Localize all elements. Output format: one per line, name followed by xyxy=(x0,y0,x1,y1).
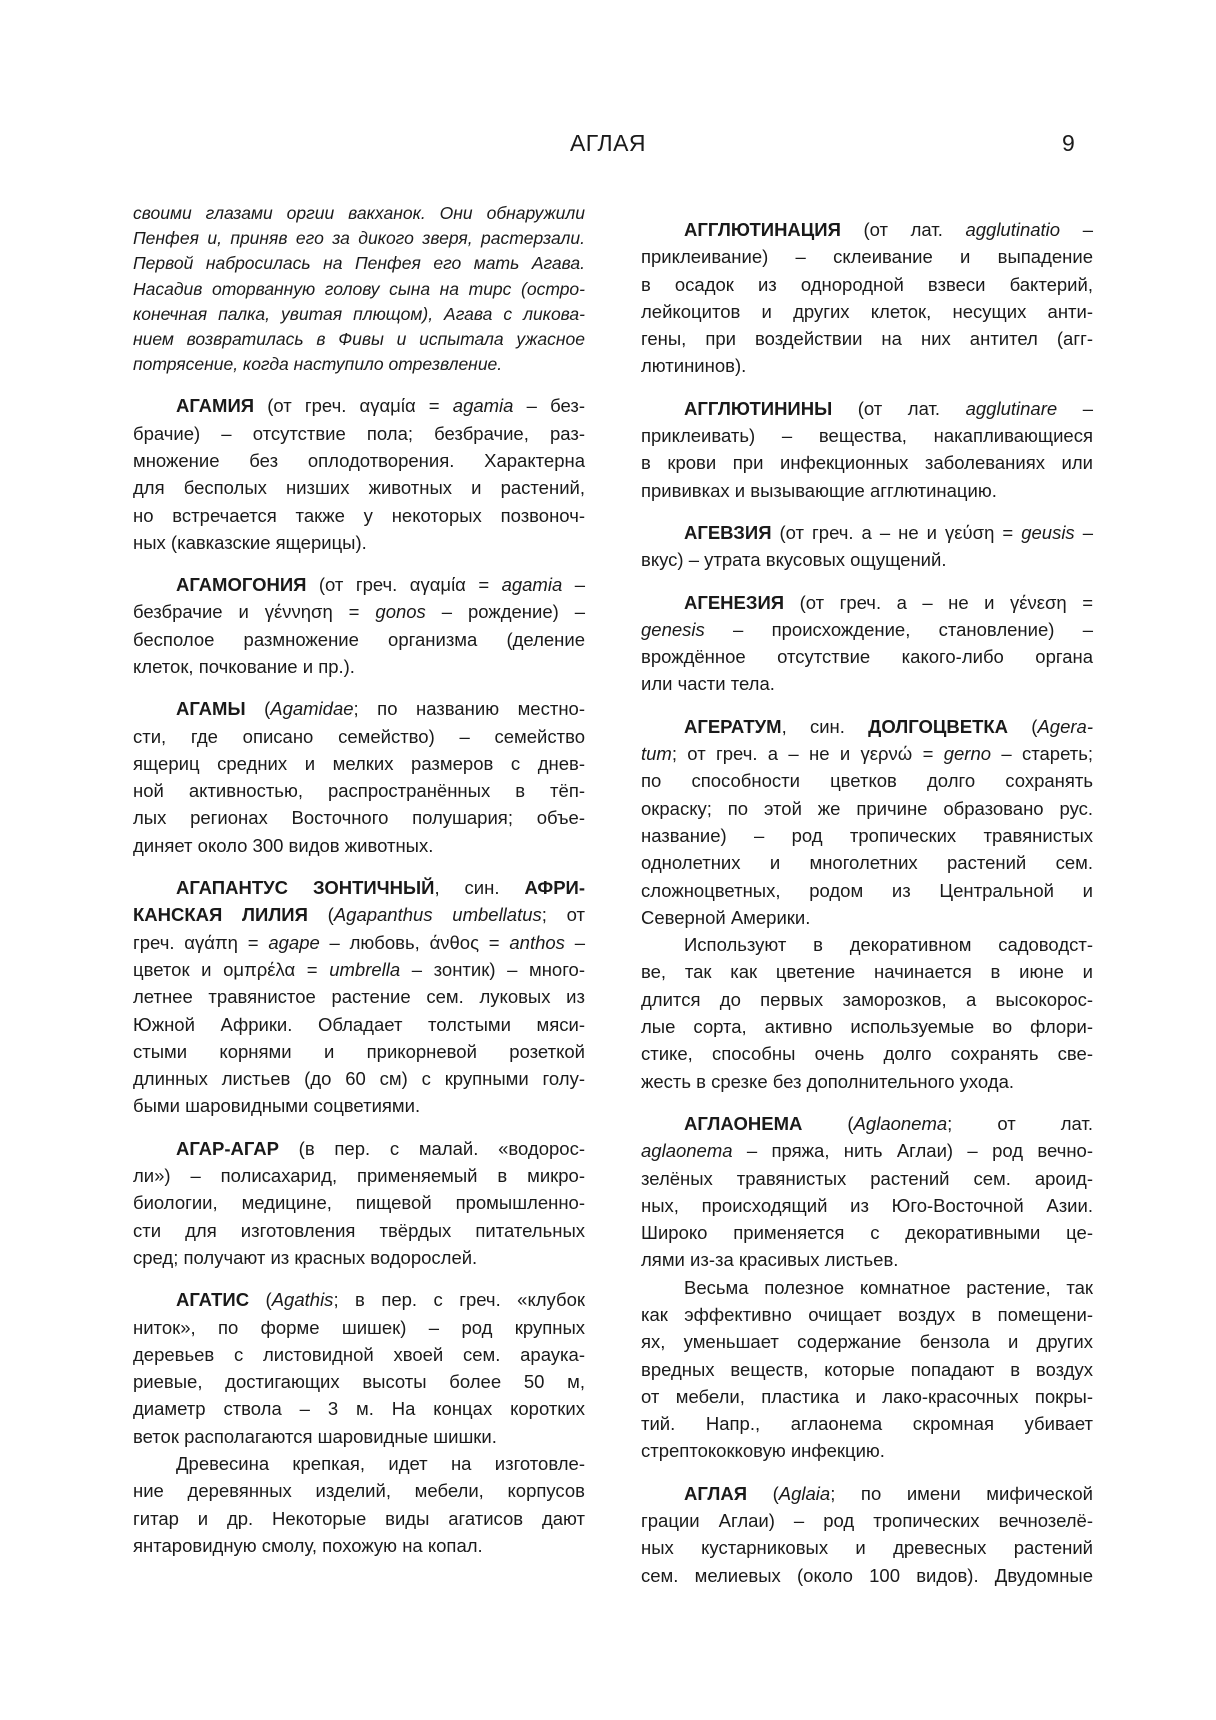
text-line: безбрачие и γέννηση = gonos – рождение) – xyxy=(133,601,585,623)
text-line: лейкоцитов и других клеток, несущих анти- xyxy=(641,300,1093,322)
latin-term: agglutinare xyxy=(965,397,1058,419)
text-line: но встречается также у некоторых позвоноч- xyxy=(133,504,585,526)
headword: АГАТИС xyxy=(176,1289,250,1311)
headword: АГЕВЗИЯ xyxy=(684,521,772,543)
text-line: Используют в декоративном садоводст- xyxy=(684,934,1093,956)
text-line: бесполое размножение организма (деление xyxy=(133,628,585,650)
text-line: АГЕРАТУМ, син. ДОЛГОЦВЕТКА (Agera- xyxy=(684,715,1093,737)
dictionary-entry xyxy=(641,713,1093,931)
text-line: Древесина крепкая, идет на изготовле- xyxy=(176,1453,585,1474)
text-line: АГЛАОНЕМА (Aglaonema; от лат. xyxy=(684,1112,1093,1134)
text-line: АГАМИЯ (от греч. αγαμία = agamia – без- xyxy=(176,395,585,417)
text-line: летнее травянистое растение сем. луковых из xyxy=(133,986,585,1008)
dictionary-entry xyxy=(641,931,1093,1095)
latin-term: gonos xyxy=(375,601,426,623)
text-line: жесть в срезке без дополнительного ухода. xyxy=(641,1070,1015,1092)
latin-term: genesis xyxy=(641,618,705,640)
text-line: АГАМОГОНИЯ (от греч. αγαμία = agamia – xyxy=(176,574,585,596)
text-line: тий. Напр., аглаонема скромная убивает xyxy=(641,1413,1093,1435)
latin-term: agamia xyxy=(452,395,514,417)
latin-term: agamia xyxy=(501,574,563,596)
headword: АГЛАЯ xyxy=(684,1482,748,1504)
text-line: ве, так как цветение начинается в июне и xyxy=(641,961,1093,983)
text-line: длится до первых заморозков, а высокорос- xyxy=(641,988,1093,1010)
text-line: стыми корнями и прикорневой розеткой xyxy=(133,1040,585,1062)
text-line: диаметр ствола – 3 м. На концах коротких xyxy=(133,1398,585,1420)
text-line: лых регионах Восточного полушария; объе- xyxy=(133,807,585,829)
text-line: Северной Америки. xyxy=(641,906,811,928)
text-line: АГАР-АГАР (в пер. с малай. «водорос- xyxy=(176,1137,585,1159)
text-line: ли») – полисахарид, применяемый в микро- xyxy=(133,1165,585,1187)
text-line: приклеивать) – вещества, накапливающиеся xyxy=(641,425,1093,447)
text-line: веток располагаются шаровидные шишки. xyxy=(133,1425,497,1447)
latin-term: tum xyxy=(641,743,672,765)
text-line: врождённое отсутствие какого-либо органа xyxy=(641,646,1093,668)
text-line: Первой набросилась на Пенфея его мать Агава. xyxy=(133,253,585,274)
dictionary-entry xyxy=(641,395,1093,504)
text-line: ной активностью, распространённых в тёп- xyxy=(133,780,585,802)
latin-term: Aglaia xyxy=(778,1482,831,1504)
text-line: биологии, медицине, пищевой промышленно- xyxy=(133,1192,585,1214)
text-line: Широко применяется с декоративными це- xyxy=(641,1222,1093,1244)
text-line: как эффективно очищает воздух в помещени- xyxy=(641,1303,1093,1325)
right-column xyxy=(641,201,1093,1589)
text-line: риевые, достигающих высоты более 50 м, xyxy=(133,1371,585,1393)
text-line: стрептококковую инфекцию. xyxy=(641,1440,885,1462)
text-line: ных, происходящий из Юго-Восточной Азии. xyxy=(641,1194,1093,1216)
text-line: или части тела. xyxy=(641,673,775,695)
text-line: множение без оплодотворения. Характерна xyxy=(133,449,585,471)
text-line: греч. αγάπη = agape – любовь, άνθος = anthos – xyxy=(133,931,585,953)
latin-term: agape xyxy=(268,931,320,953)
dictionary-entry xyxy=(133,1135,585,1271)
left-column xyxy=(133,201,585,1559)
dictionary-entry xyxy=(133,1286,585,1450)
text-line: длинных листьев (до 60 см) с крупными голу- xyxy=(133,1068,585,1090)
text-line: в крови при инфекционных заболеваниях или xyxy=(641,452,1093,474)
headword: АГГЛЮТИНИНЫ xyxy=(684,397,833,419)
latin-term: aglaonema xyxy=(641,1140,733,1162)
latin-term: umbrella xyxy=(329,958,401,980)
dictionary-entry xyxy=(133,1450,585,1559)
latin-term: gerno xyxy=(943,743,992,765)
text-line: ях, уменьшает содержание бензола и других xyxy=(641,1331,1093,1353)
text-line: genesis – происхождение, становление) – xyxy=(641,618,1093,640)
text-line: КАНСКАЯ ЛИЛИЯ (Agapanthus umbellatus; от xyxy=(133,904,585,926)
latin-term: Agamidae xyxy=(270,698,354,720)
text-line: сред; получают из красных водорослей. xyxy=(133,1246,478,1268)
headword: АГЕНЕЗИЯ xyxy=(684,591,785,613)
text-line: диняет около 300 видов животных. xyxy=(133,834,434,856)
headword: АГГЛЮТИНАЦИЯ xyxy=(684,219,841,240)
headword: АГАМОГОНИЯ xyxy=(176,574,307,596)
latin-term: anthos xyxy=(509,931,565,953)
text-line: вкус) – утрата вкусовых ощущений. xyxy=(641,549,947,571)
text-line: ных кустарниковых и древесных растений xyxy=(641,1537,1093,1559)
dictionary-entry xyxy=(133,874,585,1120)
running-head: АГЛАЯ xyxy=(569,130,647,156)
headword: ДОЛГОЦВЕТКА xyxy=(868,715,1009,737)
dictionary-entry xyxy=(641,1274,1093,1465)
latin-term: geusis xyxy=(1021,521,1075,543)
dictionary-entry xyxy=(641,1110,1093,1274)
latin-term: Agathis xyxy=(271,1289,334,1311)
text-line: Весьма полезное комнатное растение, так xyxy=(684,1276,1093,1298)
dictionary-entry xyxy=(641,589,1093,698)
text-line: сем. мелиевых (около 100 видов). Двудомные xyxy=(641,1564,1093,1586)
text-line: янтаровидную смолу, похожую на копал. xyxy=(133,1534,483,1556)
text-line: сложноцветных, родом из Центральной и xyxy=(641,879,1093,901)
dictionary-entry xyxy=(133,695,585,859)
text-line: вредных веществ, которые попадают в воздух xyxy=(641,1358,1093,1380)
text-line: потрясение, когда наступило отрезвление. xyxy=(133,354,503,375)
text-line: грации Аглаи) – род тропических вечнозелё- xyxy=(641,1510,1093,1532)
text-line: стике, способны очень долго сохранять све- xyxy=(641,1043,1093,1065)
text-line: брачие) – отсутствие пола; безбрачие, раз- xyxy=(133,422,585,444)
text-line: ние деревянных изделий, мебели, корпусов xyxy=(133,1480,585,1502)
text-line: быми шаровидными соцветиями. xyxy=(133,1095,421,1117)
headword: КАНСКАЯ ЛИЛИЯ xyxy=(133,904,308,926)
text-line: цветок и ομπρέλα = umbrella – зонтик) – много- xyxy=(133,958,585,980)
headword: АФРИ- xyxy=(524,877,585,899)
text-line: название) – род тропических травянистых xyxy=(641,824,1093,846)
text-line: лями из-за красивых листьев. xyxy=(641,1249,899,1271)
headword: АГЕРАТУМ xyxy=(684,715,782,737)
text-line: своими глазами оргии вакханок. Они обнаружили xyxy=(133,203,585,223)
latin-term: Agapanthus umbellatus xyxy=(333,904,542,926)
dictionary-entry xyxy=(133,392,585,556)
text-line: ниток», по форме шишек) – род крупных xyxy=(133,1316,585,1338)
text-line: клеток, почкование и пр.). xyxy=(133,655,355,677)
text-line: АГАПАНТУС ЗОНТИЧНЫЙ, син. АФРИ- xyxy=(176,877,585,899)
dictionary-entry xyxy=(133,571,585,680)
text-line: сти, где описано семейство) – семейство xyxy=(133,725,585,747)
page-number: 9 xyxy=(1062,130,1075,156)
text-line: АГГЛЮТИНАЦИЯ (от лат. agglutinatio – xyxy=(684,219,1093,240)
text-line: для бесполых низших животных и растений, xyxy=(133,477,585,499)
text-line: АГАМЫ (Agamidae; по названию местно- xyxy=(176,698,585,720)
text-line: tum; от греч. а – не и γερνώ = gerno – стареть; xyxy=(641,743,1093,765)
text-line: Пенфея и, приняв его за дикого зверя, растерзали. xyxy=(133,228,585,249)
text-line: АГЛАЯ (Aglaia; по имени мифической xyxy=(684,1482,1093,1504)
latin-term: Agera- xyxy=(1037,715,1093,737)
headword: АГЛАОНЕМА xyxy=(684,1112,803,1134)
text-line: лютининов). xyxy=(641,355,747,377)
headword: АГАР-АГАР xyxy=(176,1137,279,1159)
text-line: нием возвратилась в Фивы и испытала ужасное xyxy=(133,328,585,349)
text-line: ящериц средних и мелких размеров с днев- xyxy=(133,752,585,774)
text-line: АГГЛЮТИНИНЫ (от лат. agglutinare – xyxy=(684,397,1093,419)
text-line: однолетних и многолетних растений сем. xyxy=(641,852,1093,874)
continued-italic-paragraph xyxy=(133,201,585,377)
text-line: Южной Африки. Обладает толстыми мяси- xyxy=(133,1013,585,1035)
headword: АГАМИЯ xyxy=(176,395,255,417)
text-line: деревьев с листовидной хвоей сем. араука- xyxy=(133,1343,585,1365)
dictionary-entry xyxy=(641,216,1093,380)
text-line: Насадив оторванную голову сына на тирс (остро- xyxy=(133,278,585,299)
text-line: сти для изготовления твёрдых питательных xyxy=(133,1219,585,1241)
text-line: по способности цветков долго сохранять xyxy=(641,770,1093,792)
latin-term: Aglaonema xyxy=(853,1112,948,1134)
text-line: гены, при воздействии на них антител (агг- xyxy=(641,328,1093,350)
text-line: aglaonema – пряжа, нить Аглаи) – род вечно- xyxy=(641,1140,1093,1162)
latin-term: agglutinatio xyxy=(965,219,1061,240)
text-line: окраску; по этой же причине образовано рус. xyxy=(641,797,1093,819)
text-line: от мебели, пластика и лако-красочных покры- xyxy=(641,1385,1093,1407)
text-line: в осадок из однородной взвеси бактерий, xyxy=(641,273,1093,295)
text-line: приклеивание) – склеивание и выпадение xyxy=(641,246,1093,268)
text-line: зелёных травянистых растений сем. ароид- xyxy=(641,1167,1093,1189)
text-line: конечная палка, увитая плющом), Агава с ликова- xyxy=(133,303,585,324)
headword: АГАМЫ xyxy=(176,698,246,720)
dictionary-entry xyxy=(641,1480,1093,1589)
text-line: лые сорта, активно используемые во флори- xyxy=(641,1016,1093,1038)
headword: АГАПАНТУС ЗОНТИЧНЫЙ xyxy=(176,877,435,899)
text-line: АГЕНЕЗИЯ (от греч. а – не и γένεση = xyxy=(684,591,1093,613)
text-line: прививках и вызывающие агглютинацию. xyxy=(641,479,997,501)
text-line: АГЕВЗИЯ (от греч. а – не и γεύση = geusis – xyxy=(684,521,1093,543)
dictionary-entry xyxy=(641,519,1093,574)
text-line: гитар и др. Некоторые виды агатисов дают xyxy=(133,1507,585,1529)
text-line: ных (кавказские ящерицы). xyxy=(133,531,367,553)
text-line: АГАТИС (Agathis; в пер. с греч. «клубок xyxy=(176,1289,585,1311)
